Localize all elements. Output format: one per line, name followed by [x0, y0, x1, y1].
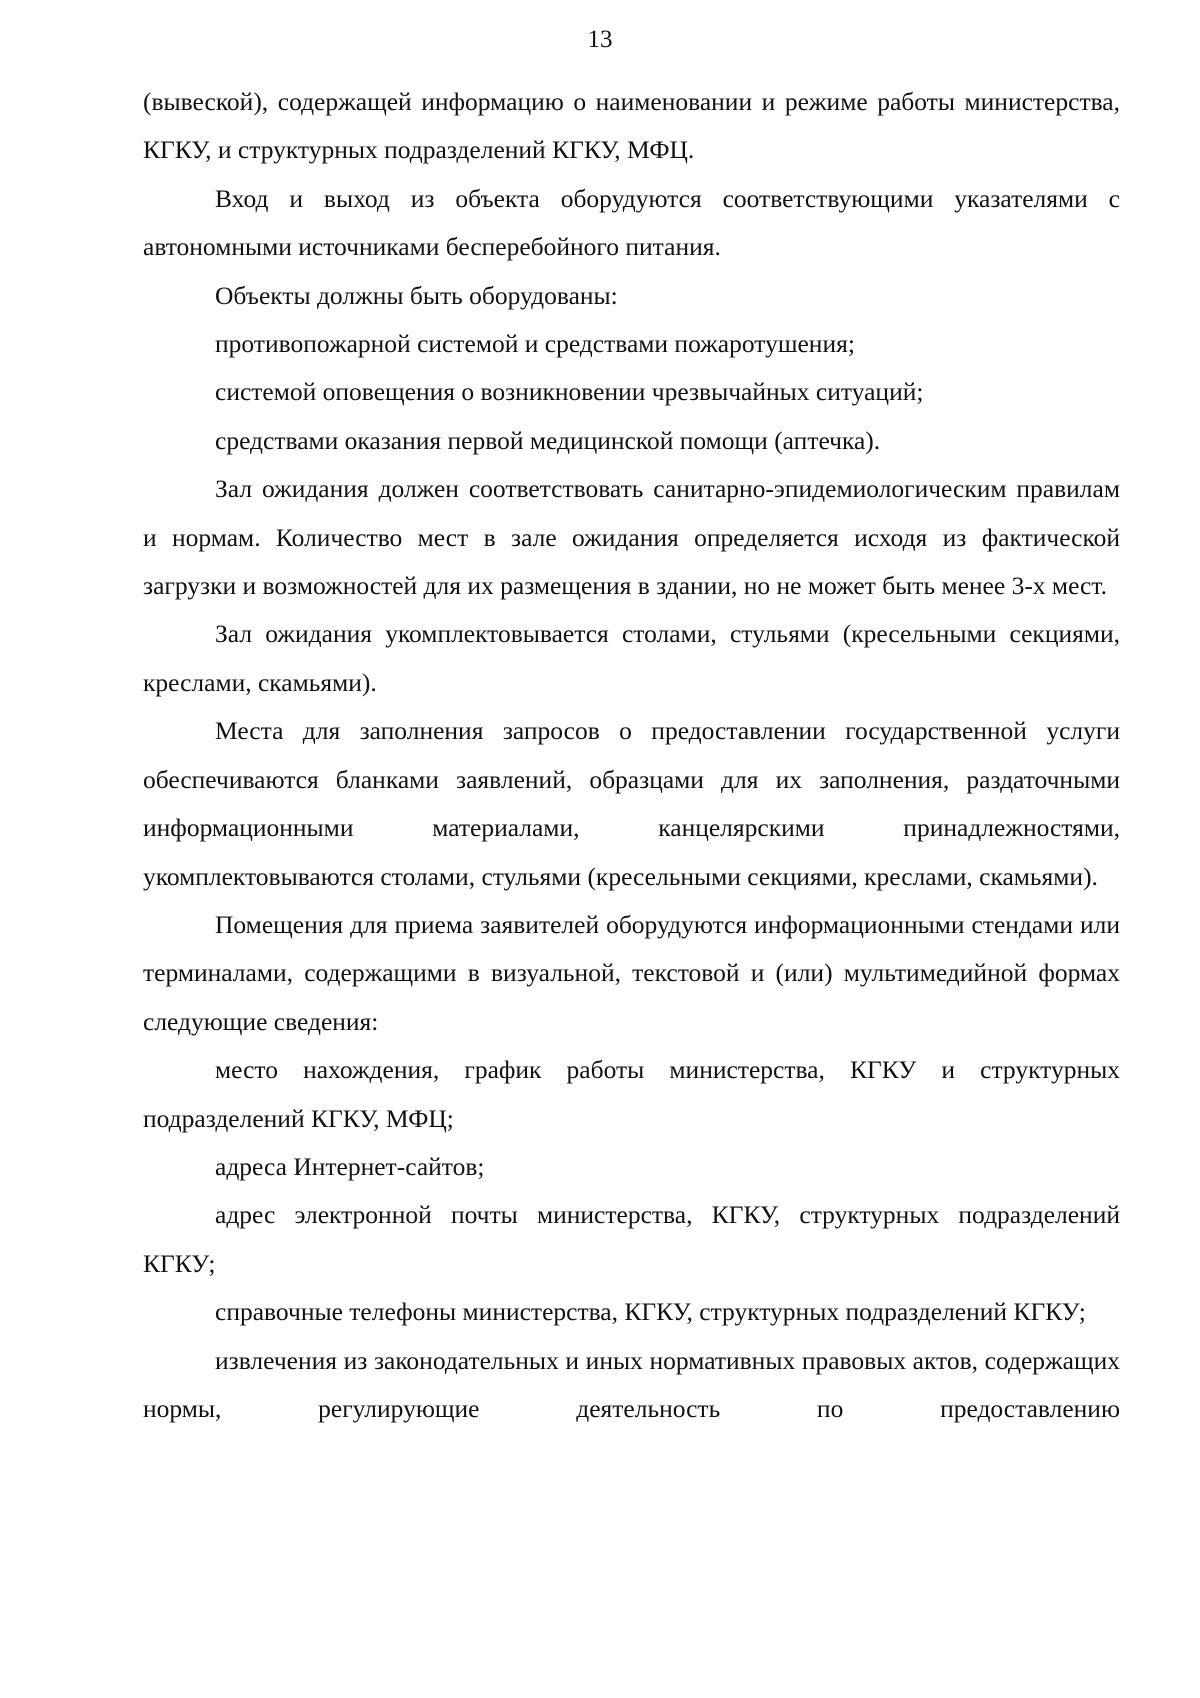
list-item-websites: адреса Интернет-сайтов;: [215, 1151, 485, 1181]
paragraph-reception-rooms: Помещения для приема заявителей оборудуются информационными стендами или терминалами, содержащими в визуальной, текстовой и (или) мультимедийной формах следующие сведения:: [143, 909, 1120, 1036]
list-item-email-addresses: адрес электронной почты министерства, КГКУ, структурных подразделений КГКУ;: [143, 1200, 1120, 1278]
paragraph-waiting-hall-norms: Зал ожидания должен соответствовать санитарно-эпидемиологическим правилам и нормам. Количество мест в зале ожидания определяется исходя из фактической загрузки и возможностей для их размещения в здании, но не может быть менее 3-х мест.: [143, 474, 1120, 601]
list-item-phone-numbers: справочные телефоны министерства, КГКУ, структурных подразделений КГКУ;: [215, 1297, 1086, 1327]
paragraph-request-filling-places: Места для заполнения запросов о предоставлении государственной услуги обеспечиваются бланками заявлений, образцами для их заполнения, раздаточными информационными материалами, канцелярскими принадлежностями, укомплектовываются столами, стульями (кресельными секциями, креслами, скамьями).: [143, 716, 1120, 891]
list-item-fire-system: противопожарной системой и средствами пожаротушения;: [215, 329, 855, 359]
paragraph-signboard-continuation: (вывеской), содержащей информацию о наименовании и режиме работы министерства, КГКУ, и структурных подразделений КГКУ, МФЦ.: [143, 87, 1120, 165]
paragraph-entrance-exit: Вход и выход из объекта оборудуются соответствующими указателями с автономными источниками бесперебойного питания.: [143, 183, 1120, 262]
list-item-legal-extracts: извлечения из законодательных и иных нормативных правовых актов, содержащих нормы, регулирующие деятельность по предоставлению: [143, 1345, 1120, 1423]
paragraph-equipment-intro: Объекты должны быть оборудованы:: [215, 280, 618, 310]
document-body: [143, 78, 1120, 1433]
page-number: 13: [587, 26, 613, 53]
paragraph-waiting-hall-furniture: Зал ожидания укомплектовывается столами, стульями (кресельными секциями, креслами, скамьями).: [143, 619, 1120, 697]
list-item-emergency-alert: системой оповещения о возникновении чрезвычайных ситуаций;: [215, 377, 924, 407]
list-item-location-schedule: место нахождения, график работы министерства, КГКУ и структурных подразделений КГКУ, МФЦ;: [143, 1055, 1120, 1133]
list-item-first-aid: средствами оказания первой медицинской помощи (аптечка).: [215, 425, 881, 455]
